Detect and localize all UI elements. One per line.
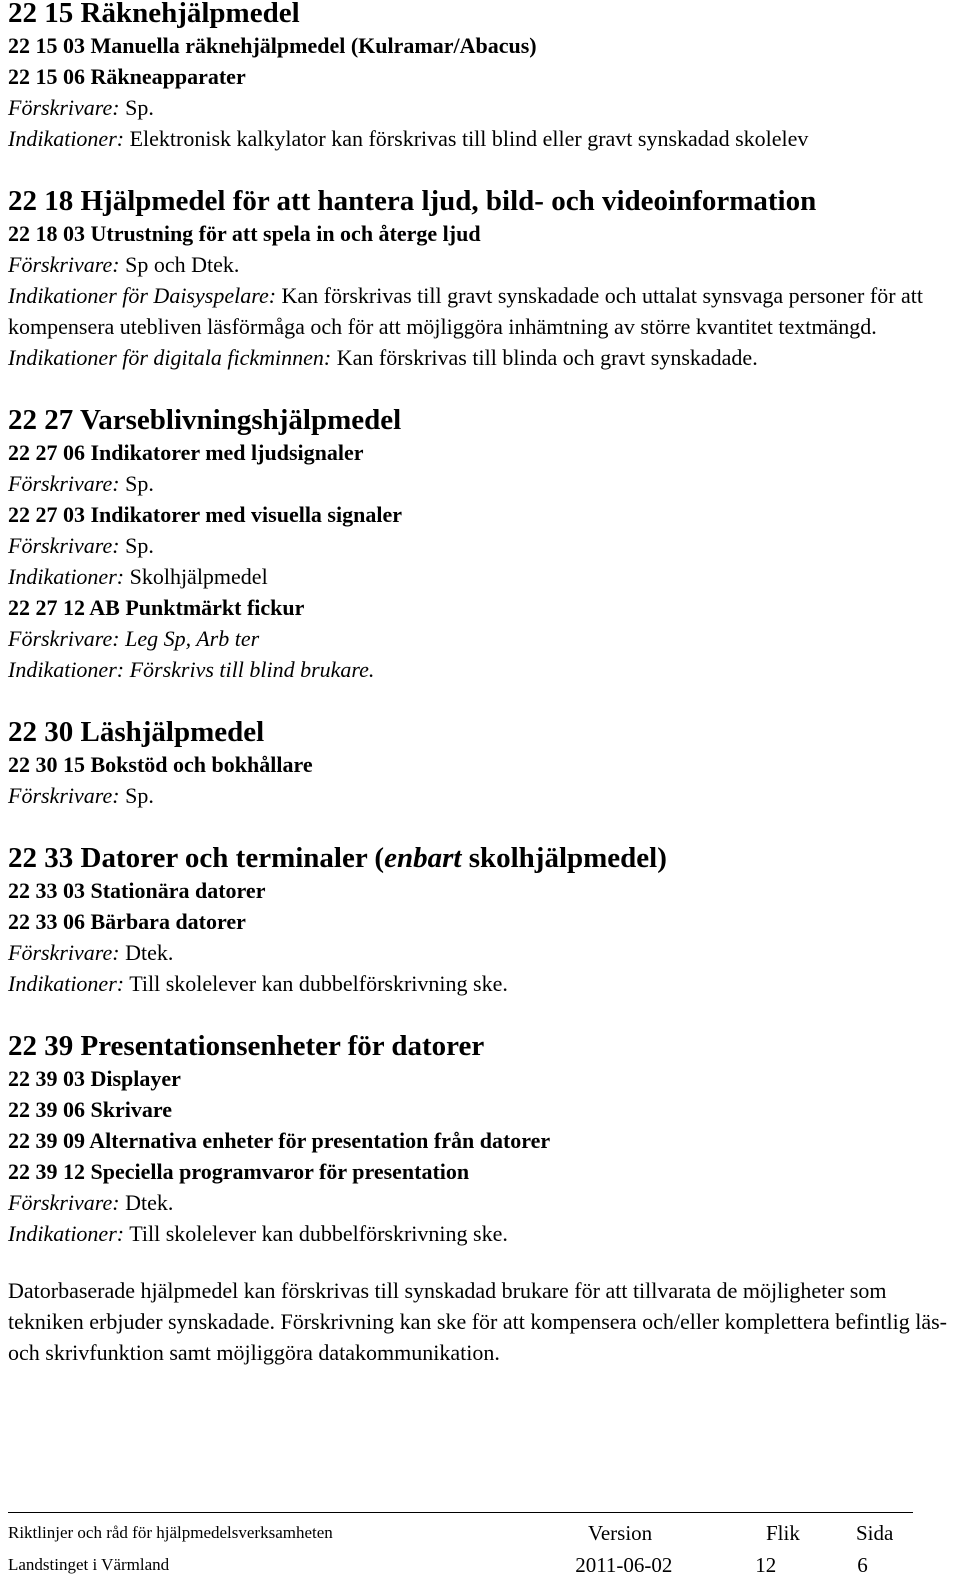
footer-row-1	[8, 1517, 913, 1549]
subheading: 22 27 03 Indikatorer med visuella signaler	[8, 502, 402, 527]
footer-sida-label: Sida	[856, 1520, 894, 1545]
subheading: 22 39 12 Speciella programvaror för presentation	[8, 1159, 470, 1184]
document-body	[8, 0, 948, 1368]
indication-line: Indikationer: Till skolelever kan dubbelförskrivning ske.	[8, 971, 508, 996]
subheading: 22 39 06 Skrivare	[8, 1097, 172, 1122]
subheading: 22 18 03 Utrustning för att spela in och återge ljud	[8, 221, 481, 246]
footer-doc-title: Riktlinjer och råd för hjälpmedelsverksamheten	[8, 1523, 333, 1542]
section-heading: 22 15 Räknehjälpmedel	[8, 0, 300, 29]
footer-version-value: 2011-06-02	[575, 1552, 673, 1577]
subheading: 22 33 06 Bärbara datorer	[8, 909, 246, 934]
subheading: 22 15 03 Manuella räknehjälpmedel (Kulramar/Abacus)	[8, 33, 537, 58]
prescriber-line: Förskrivare: Sp.	[8, 783, 154, 808]
indication-line: Indikationer: Till skolelever kan dubbelförskrivning ske.	[8, 1221, 508, 1246]
subheading: 22 27 12 AB Punktmärkt fickur	[8, 595, 305, 620]
prescriber-line: Förskrivare: Sp.	[8, 533, 154, 558]
subheading: 22 33 03 Stationära datorer	[8, 878, 266, 903]
indication-line: Indikationer: Elektronisk kalkylator kan förskrivas till blind eller gravt synskadad skolelev	[8, 126, 809, 151]
footer-row-2	[8, 1549, 913, 1581]
prescriber-line: Förskrivare: Leg Sp, Arb ter	[8, 626, 260, 651]
section-2218	[8, 184, 948, 373]
prescriber-line: Förskrivare: Sp.	[8, 95, 154, 120]
footer-flik-value: 12	[755, 1552, 777, 1577]
closing-paragraph: Datorbaserade hjälpmedel kan förskrivas till synskadad brukare för att tillvarata de möjligheter som tekniken erbjuder synskadade. Förskrivning kan ske för att kompensera och/eller komplettera befintlig läs- och skrivfunktion samt möjliggöra datakommunikation.	[8, 1278, 947, 1365]
prescriber-line: Förskrivare: Sp.	[8, 471, 154, 496]
section-heading: 22 33 Datorer och terminaler (enbart skolhjälpmedel)	[8, 842, 667, 874]
section-heading: 22 18 Hjälpmedel för att hantera ljud, bild- och videoinformation	[8, 185, 817, 217]
prescriber-line: Förskrivare: Sp och Dtek.	[8, 252, 240, 277]
footer-sida-value: 6	[857, 1552, 868, 1577]
section-2215	[8, 0, 948, 154]
indication-line: Indikationer: Skolhjälpmedel	[8, 564, 268, 589]
footer-version-label: Version	[588, 1520, 653, 1545]
subheading: 22 15 06 Räkneapparater	[8, 64, 246, 89]
footer-flik-label: Flik	[766, 1520, 800, 1545]
prescriber-line: Förskrivare: Dtek.	[8, 940, 174, 965]
section-heading: 22 27 Varseblivningshjälpmedel	[8, 404, 402, 436]
indication-line: Indikationer för digitala fickminnen: Kan förskrivas till blinda och gravt synskadade.	[8, 345, 758, 370]
section-heading: 22 30 Läshjälpmedel	[8, 716, 265, 748]
subheading: 22 39 09 Alternativa enheter för presentation från datorer	[8, 1128, 551, 1153]
indication-line: Indikationer för Daisyspelare: Kan förskrivas till gravt synskadade och uttalat synsvaga personer för att kompensera utebliven läsförmåga och för att möjliggöra inhämtning av större kvantitet textmängd.	[8, 283, 924, 339]
section-2239	[8, 1029, 948, 1249]
subheading: 22 27 06 Indikatorer med ljudsignaler	[8, 440, 364, 465]
section-2230	[8, 715, 948, 811]
page-footer	[8, 1512, 913, 1581]
subheading: 22 30 15 Bokstöd och bokhållare	[8, 752, 313, 777]
section-heading: 22 39 Presentationsenheter för datorer	[8, 1030, 485, 1062]
indication-line: Indikationer: Förskrivs till blind brukare.	[8, 657, 375, 682]
section-2233	[8, 841, 948, 999]
prescriber-line: Förskrivare: Dtek.	[8, 1190, 174, 1215]
section-2227	[8, 403, 948, 685]
subheading: 22 39 03 Displayer	[8, 1066, 181, 1091]
footer-org: Landstinget i Värmland	[8, 1555, 170, 1574]
